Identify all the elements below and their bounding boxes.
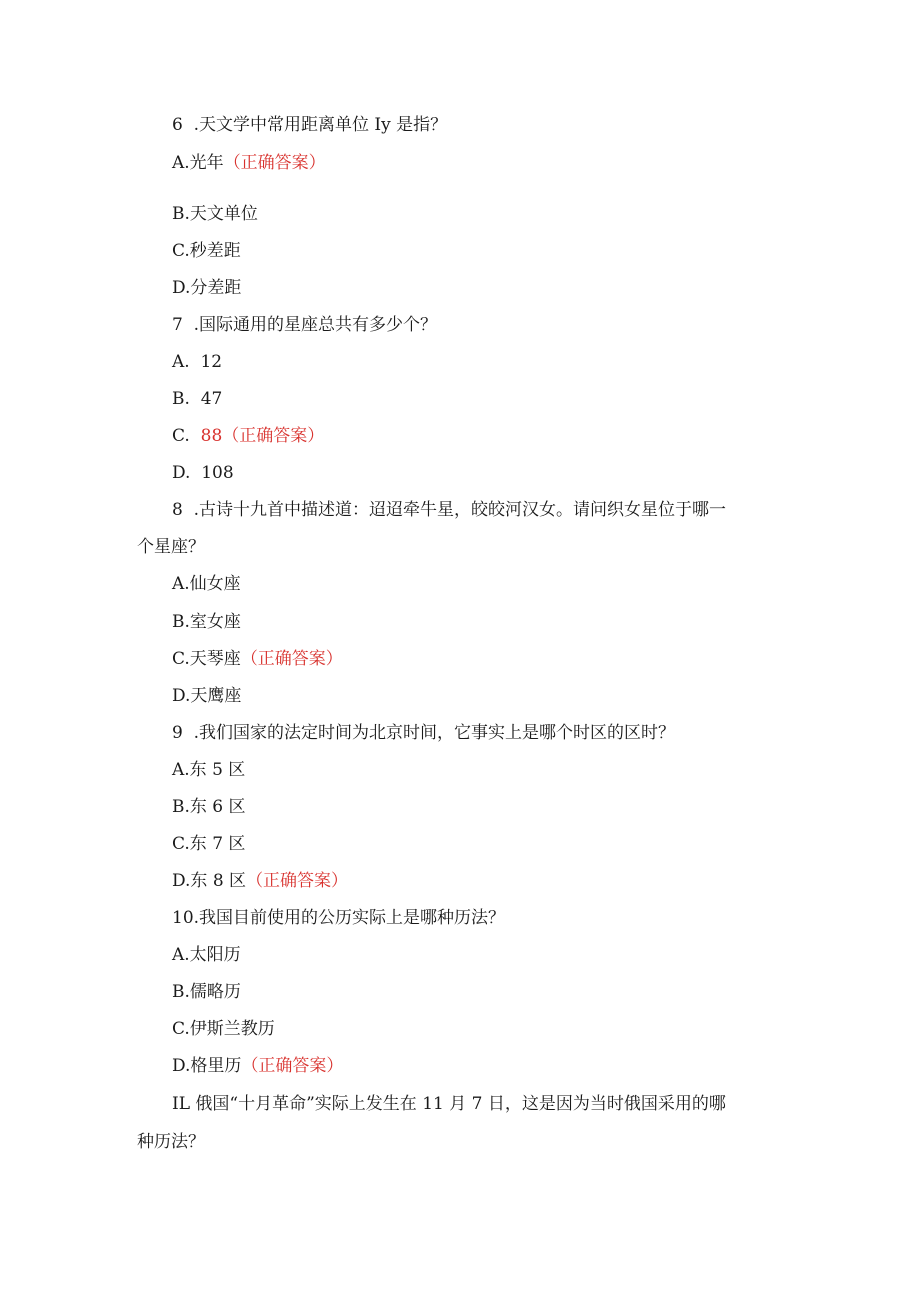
question-7-option-c (172, 425, 324, 447)
question-6-option-b: B.天文单位 (172, 204, 258, 224)
correct-answer-mark: （正确答案） (241, 1056, 344, 1076)
question-8-option-c (172, 648, 343, 670)
correct-answer-mark: （正确答案） (222, 426, 325, 446)
question-10-stem: 10.我国目前使用的公历实际上是哪种历法？ (172, 908, 506, 928)
question-11-stem-line1: IL 俄国“十月革命”实际上发生在 11 月 7 日，这是因为当时俄国采用的哪 (172, 1094, 726, 1114)
question-7-stem: 7 .国际通用的星座总共有多少个？ (172, 315, 438, 335)
option-label: C.天琴座 (172, 649, 241, 669)
question-7-option-b: B. 47 (172, 389, 223, 409)
question-6-stem: 6 .天文学中常用距离单位 Iy 是指？ (172, 115, 448, 135)
question-8-option-b: B.室女座 (172, 612, 241, 632)
question-9-option-c: C.东 7 区 (172, 834, 246, 854)
option-label: A.光年 (172, 153, 224, 173)
question-9-option-a: A.东 5 区 (172, 760, 246, 780)
question-7-option-d: D. 108 (172, 463, 234, 483)
option-label: D.格里历 (172, 1056, 242, 1076)
option-label: D.东 8 区 (172, 871, 247, 891)
question-10-option-a: A.太阳历 (172, 945, 241, 965)
question-9-stem: 9 .我们国家的法定时间为北京时间，它事实上是哪个时区的区时？ (172, 723, 676, 743)
question-8-option-d: D.天鹰座 (172, 686, 242, 706)
question-8-option-a: A.仙女座 (172, 574, 241, 594)
question-8-stem-line1: 8 .古诗十九首中描述道：迢迢牵牛星，皎皎河汉女。请问织女星位于哪一 (172, 500, 727, 520)
question-10-option-b: B.儒略历 (172, 982, 241, 1002)
question-6-option-a (172, 152, 326, 174)
question-6-option-d: D.分差距 (172, 278, 242, 298)
question-8-stem-line2: 个星座？ (137, 537, 205, 557)
correct-answer-mark: （正确答案） (240, 649, 343, 669)
question-10-option-c: C.伊斯兰教历 (172, 1019, 275, 1039)
correct-answer-value: 88 (200, 426, 223, 446)
question-10-option-d (172, 1055, 343, 1077)
question-6-option-c: C.秒差距 (172, 241, 241, 261)
question-7-option-a: A. 12 (172, 352, 223, 372)
question-9-option-b: B.东 6 区 (172, 797, 246, 817)
correct-answer-mark: （正确答案） (246, 871, 349, 891)
question-11-stem-line2: 种历法？ (137, 1132, 205, 1152)
question-9-option-d (172, 870, 348, 892)
correct-answer-mark: （正确答案） (223, 153, 326, 173)
option-label: C. (172, 426, 201, 446)
